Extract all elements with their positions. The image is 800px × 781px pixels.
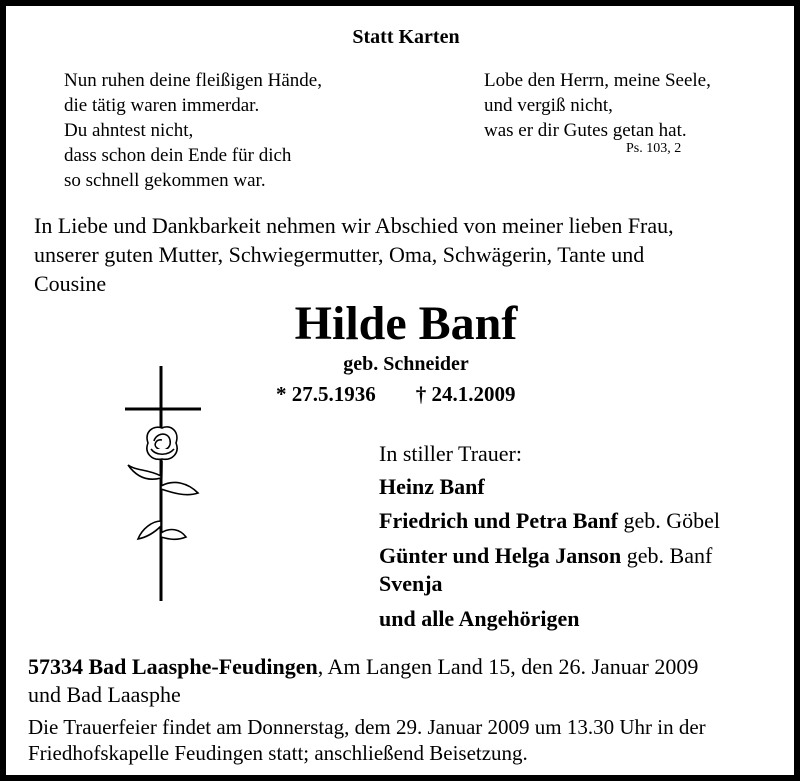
- intro-line: In Liebe und Dankbarkeit nehmen wir Abschied von meiner lieben Frau,: [34, 213, 674, 238]
- poem-line: Nun ruhen deine fleißigen Hände,: [64, 70, 322, 91]
- mourner-names: Günter und Helga Janson: [379, 543, 622, 568]
- poem-line: so schnell gekommen war.: [64, 170, 266, 191]
- poem-right: [484, 68, 711, 143]
- mourner-line: Heinz Banf: [379, 474, 485, 499]
- intro-line: unserer guten Mutter, Schwiegermutter, Oma, Schwägerin, Tante und: [34, 242, 645, 267]
- rose-icon: [128, 427, 198, 539]
- psalm-reference: Ps. 103, 2: [626, 141, 682, 156]
- poem-line: und vergiß nicht,: [484, 95, 613, 116]
- mourner-names: Friedrich und Petra Banf: [379, 508, 618, 533]
- poem-line: was er dir Gutes getan hat.: [484, 120, 687, 141]
- deceased-name: Hilde Banf: [294, 297, 518, 350]
- poem-line: Du ahntest nicht,: [64, 120, 194, 141]
- address-line: [28, 653, 798, 681]
- birth-name: geb. Schneider: [343, 353, 469, 375]
- mourners-heading: In stiller Trauer:: [379, 441, 522, 466]
- poem-line: die tätig waren immerdar.: [64, 95, 260, 116]
- mourner-line: Svenja: [379, 571, 443, 596]
- address-line: und Bad Laasphe: [28, 682, 181, 707]
- mourners-list: [379, 438, 720, 636]
- life-dates: [276, 382, 516, 407]
- mourner-line: und alle Angehörigen: [379, 606, 580, 631]
- address-detail: , Am Langen Land 15, den 26. Januar 2009: [317, 654, 699, 679]
- service-info: [28, 714, 798, 766]
- mourner-note: geb. Banf: [621, 543, 713, 568]
- birth-date: * 27.5.1936: [276, 382, 376, 406]
- address-place: 57334 Bad Laasphe-Feudingen: [28, 654, 318, 679]
- intro-line: Cousine: [34, 271, 107, 296]
- poem-line: Lobe den Herrn, meine Seele,: [484, 70, 711, 91]
- cross-with-rose-icon: [118, 361, 208, 601]
- mourner-line: [379, 504, 720, 538]
- service-line: Die Trauerfeier findet am Donnerstag, dem 29. Januar 2009 um 13.30 Uhr in der: [28, 715, 706, 739]
- death-date: † 24.1.2009: [415, 382, 516, 406]
- poem-line: dass schon dein Ende für dich: [64, 145, 292, 166]
- intro-text: [34, 211, 794, 298]
- header-title: Statt Karten: [352, 26, 460, 48]
- service-line: Friedhofskapelle Feudingen statt; anschließend Beisetzung.: [28, 741, 528, 765]
- poem-left: [64, 68, 322, 193]
- mourner-line: [379, 542, 720, 570]
- mourner-note: geb. Göbel: [617, 508, 720, 533]
- address-block: [28, 653, 798, 709]
